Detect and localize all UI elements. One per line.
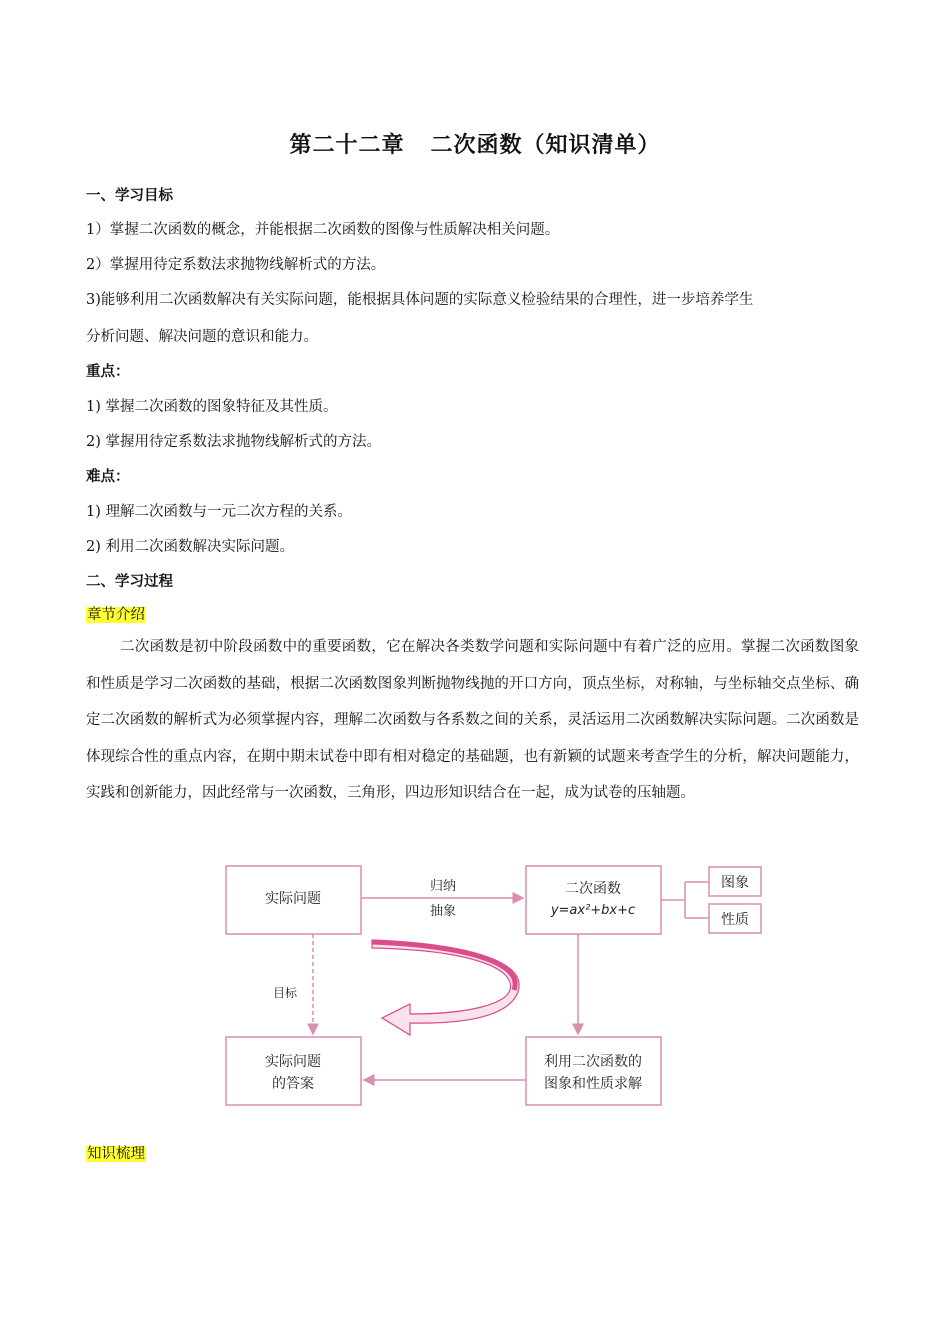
box-answer-line2: 的答案: [272, 1076, 314, 1092]
key-points-label: 重点：: [86, 364, 130, 380]
box-real-problem-label: 实际问题: [265, 891, 321, 907]
knowledge-summary-label: [86, 1142, 146, 1163]
page-title: [0, 128, 950, 159]
box-solve-line2: 图象和性质求解: [544, 1076, 642, 1092]
arrow-label-induce: 归纳: [429, 879, 457, 894]
section-learning-goals: 一、学习目标: [86, 188, 173, 204]
difficult-point-2: 2) 利用二次函数解决实际问题。: [86, 539, 294, 555]
key-point-1: 1) 掌握二次函数的图象特征及其性质。: [86, 399, 338, 415]
arrow-label-abstract: 抽象: [429, 904, 457, 919]
chapter-intro-highlight: 章节介绍: [87, 607, 145, 623]
box-quadratic-function: [526, 866, 661, 934]
box-answer: [226, 1037, 361, 1105]
box-property-label: 性质: [721, 912, 749, 928]
goal-item-2: 2）掌握用待定系数法求抛物线解析式的方法。: [86, 257, 386, 273]
difficult-point-1: 1) 理解二次函数与一元二次方程的关系。: [86, 504, 352, 520]
goal-item-3-cont: 分析问题、解决问题的意识和能力。: [86, 329, 318, 345]
chapter-intro-paragraph: 二次函数是初中阶段函数中的重要函数，它在解决各类数学问题和实际问题中有着广泛的应用。掌握二次函数图象和性质是学习二次函数的基础，根据二次函数图象判断抛物线抛的开口方向，顶点坐标，对称轴，与坐标轴交点坐标、确定二次函数的解析式为必须掌握内容，理解二次函数与各系数之间的关系，灵活运用二次函数解决实际问题。二次函数是体现综合性的重点内容，在期中期末试卷中即有相对稳定的基础题，也有新颖的试题来考查学生的分析，解决问题能力，实践和创新能力，因此经常与一次函数，三角形，四边形知识结合在一起，成为试卷的压轴题。: [86, 639, 859, 801]
box-quadratic-title: 二次函数: [565, 881, 621, 897]
goal-item-1: 1）掌握二次函数的概念，并能根据二次函数的图像与性质解决相关问题。: [86, 222, 560, 238]
box-property: [709, 904, 761, 933]
knowledge-summary-highlight: 知识梳理: [87, 1146, 145, 1162]
title-topic: 二次函数（知识清单）: [430, 133, 661, 158]
difficult-points-label: 难点：: [86, 469, 130, 485]
box-solve-line1: 利用二次函数的: [544, 1054, 642, 1070]
goal-label: 目标: [272, 986, 298, 1000]
chapter-intro-label: [86, 603, 146, 624]
box-solve: [526, 1037, 661, 1105]
box-real-problem: [226, 866, 361, 934]
title-chapter: 第二十二章: [289, 133, 405, 158]
section-learning-process: 二、学习过程: [86, 574, 173, 590]
curved-return-arrow-icon: [372, 940, 519, 1035]
curve-highlight: [372, 942, 515, 990]
goal-item-3: 3)能够利用二次函数解决有关实际问题，能根据具体问题的实际意义检验结果的合理性，进一步培养学生: [86, 292, 754, 308]
key-point-2: 2) 掌握用待定系数法求抛物线解析式的方法。: [86, 434, 381, 450]
box-quadratic-formula: y=ax²+bx+c: [550, 903, 636, 918]
box-answer-line1: 实际问题: [265, 1054, 321, 1070]
bracket-connector: [661, 882, 709, 918]
box-graph-label: 图象: [721, 875, 749, 891]
box-graph: [709, 867, 761, 896]
